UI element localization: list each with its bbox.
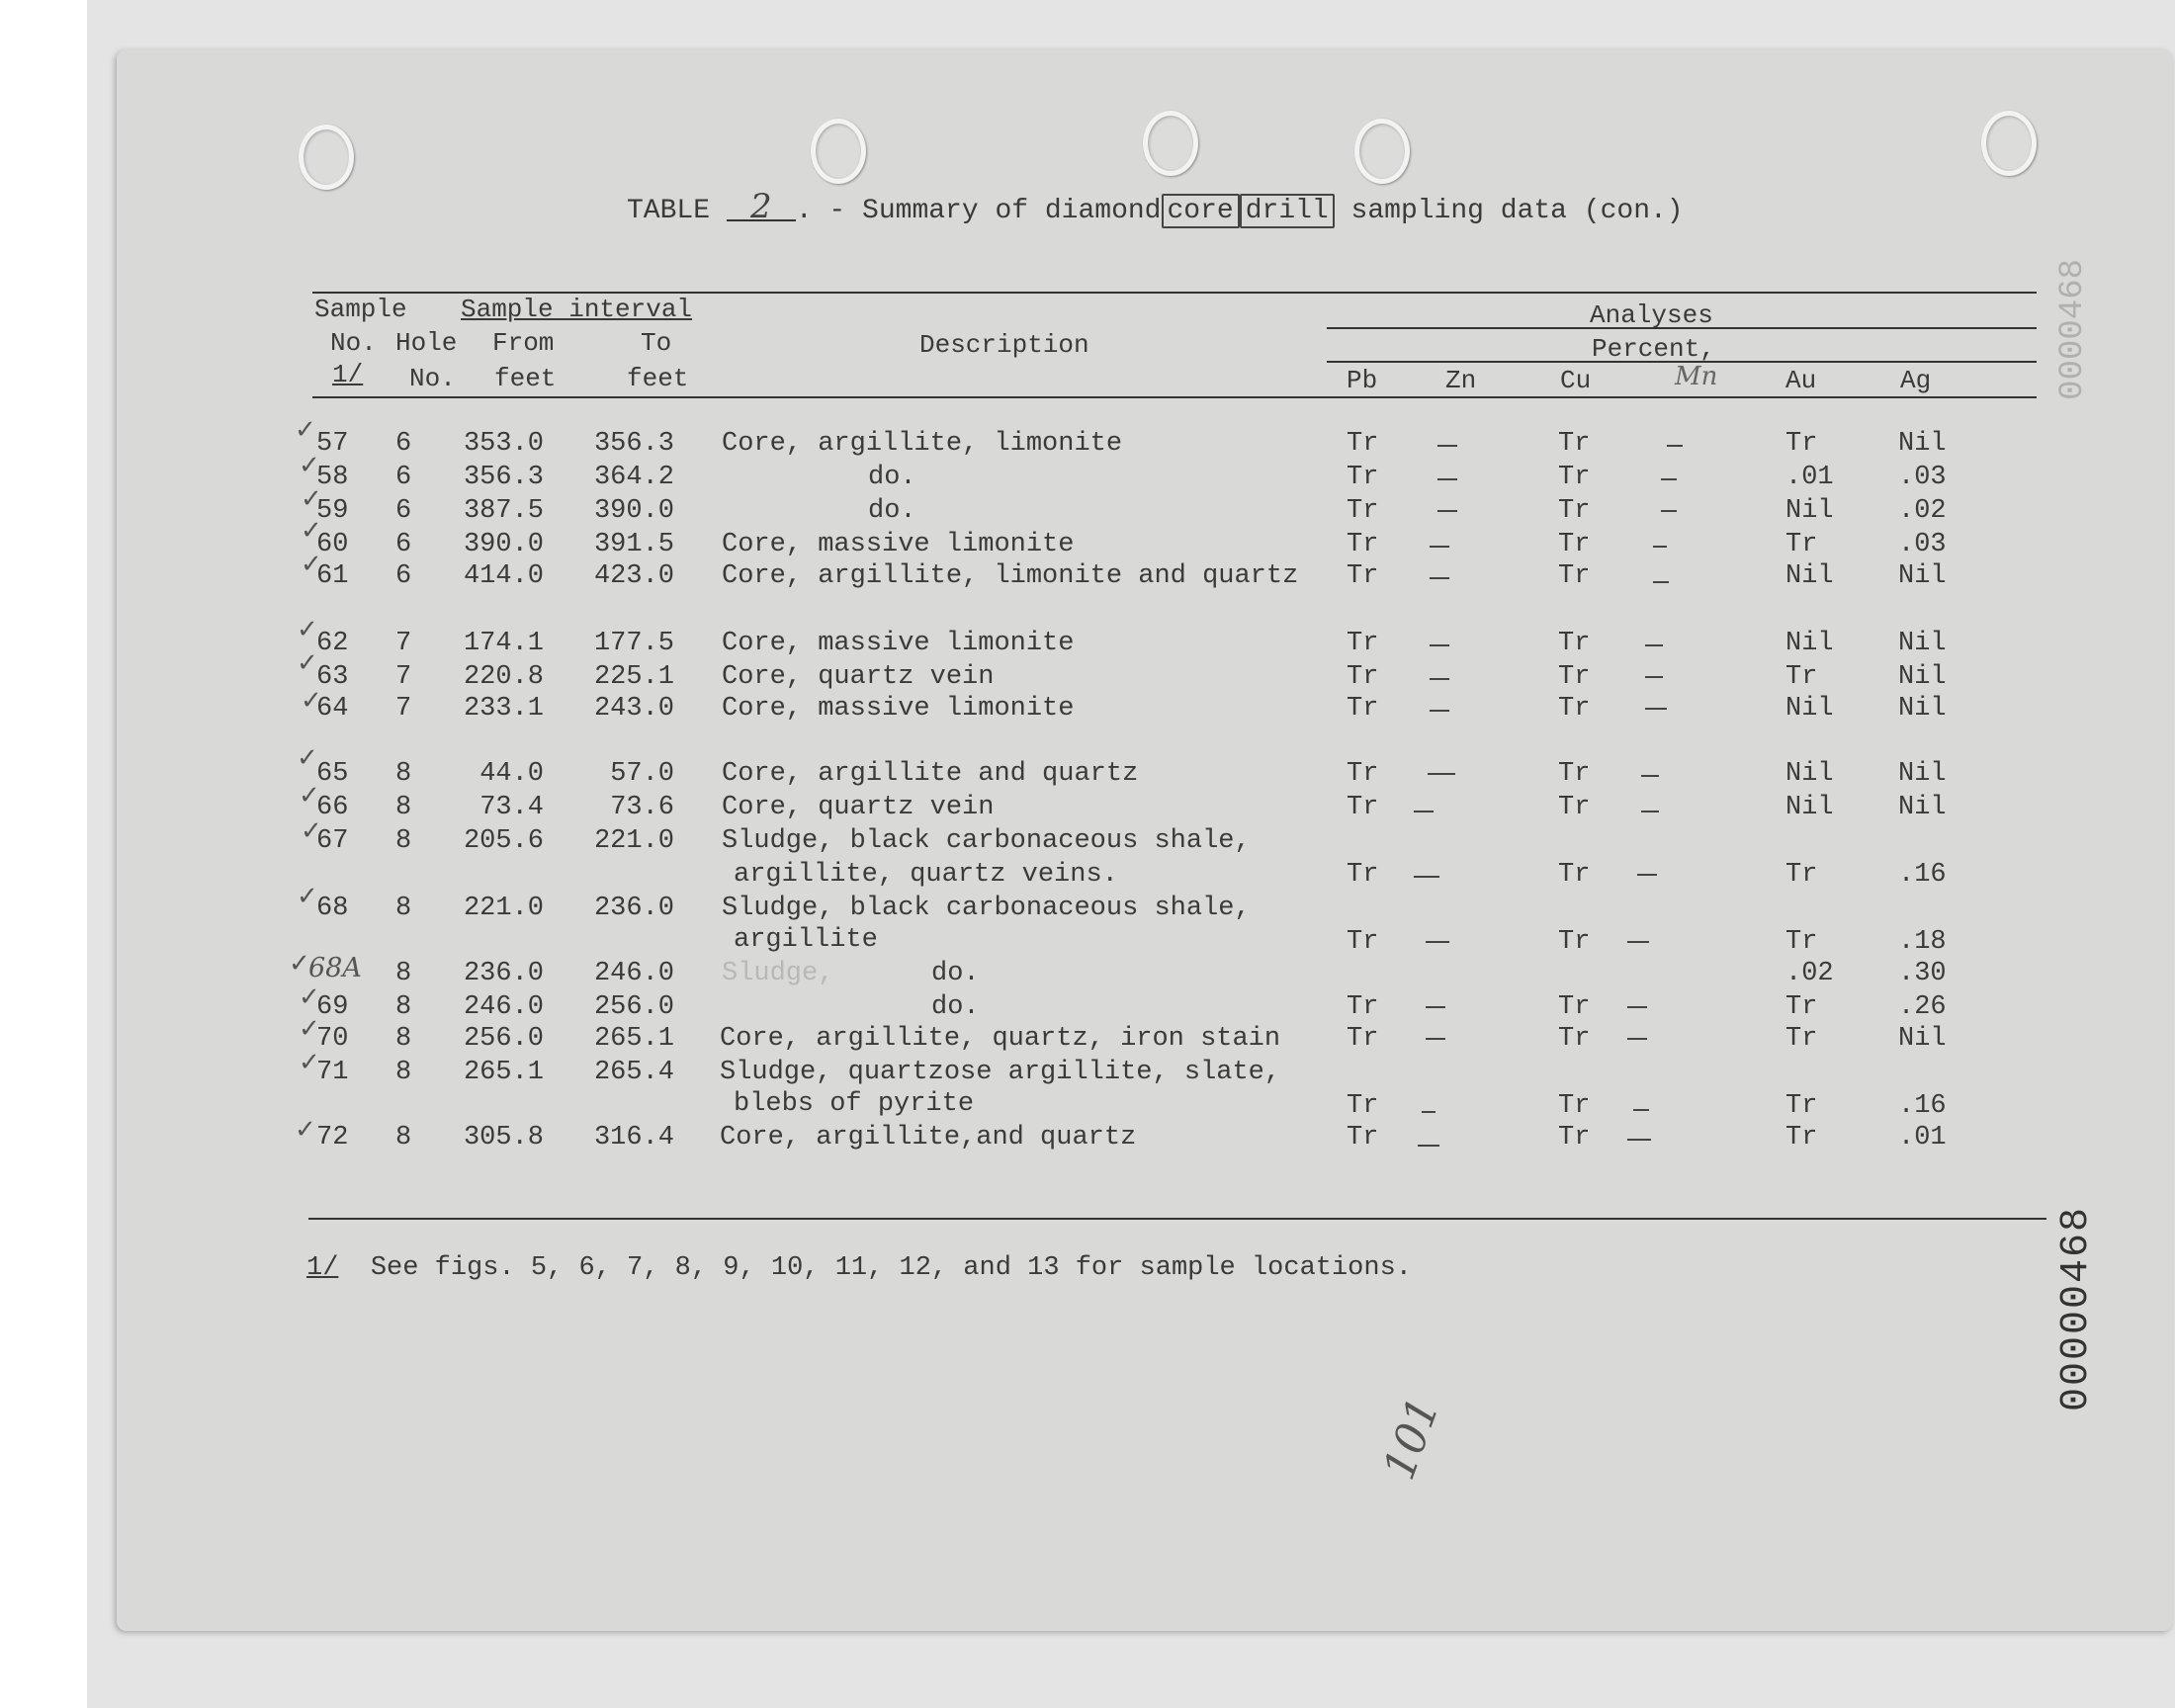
to-feet: 316.4 [593, 1123, 674, 1153]
header-to-unit: feet [627, 364, 689, 393]
sample-no: 61 [316, 561, 349, 591]
mn-dash [1641, 775, 1659, 777]
zn-dash [1430, 546, 1449, 548]
au-value: Nil [1785, 694, 1834, 724]
pb-value: Tr [1347, 429, 1379, 459]
archive-number: 00000468 [2054, 1206, 2099, 1412]
zn-dash [1430, 644, 1449, 646]
ag-value: Nil [1898, 629, 1947, 658]
hole-no: 8 [395, 959, 412, 988]
check-mark: ✓ [301, 550, 322, 579]
from-feet: 256.0 [463, 1024, 544, 1054]
ag-value: Nil [1898, 662, 1947, 692]
cu-value: Tr [1558, 1123, 1591, 1153]
from-feet: 265.1 [463, 1058, 544, 1087]
ag-value: .18 [1898, 927, 1947, 957]
scanner-background [0, 0, 87, 1708]
zn-dash [1437, 510, 1457, 512]
to-feet: 225.1 [593, 662, 674, 692]
hole-no: 8 [395, 826, 412, 856]
mn-dash [1627, 1038, 1647, 1040]
cu-value: Tr [1558, 429, 1591, 459]
check-mark: ✓ [301, 516, 322, 546]
to-feet: 246.0 [593, 959, 674, 988]
hole-no: 8 [395, 894, 412, 923]
mn-dash [1653, 581, 1669, 583]
header-description: Description [919, 330, 1089, 360]
zn-dash [1437, 478, 1457, 480]
mn-dash [1627, 1006, 1647, 1008]
zn-dash [1426, 1006, 1445, 1008]
sample-no: 64 [316, 694, 349, 724]
header-to: To [641, 328, 672, 358]
hole-no: 7 [395, 694, 412, 724]
boxed-word-drill: drill [1240, 194, 1335, 228]
to-feet: 221.0 [593, 826, 674, 856]
hole-no: 8 [395, 759, 412, 789]
check-mark: ✓ [295, 1115, 316, 1145]
footnote-reference: 1/ [332, 360, 364, 389]
to-feet: 243.0 [593, 694, 674, 724]
sample-no: 70 [316, 1024, 349, 1054]
sample-no: 69 [316, 992, 349, 1022]
check-mark: ✓ [297, 743, 318, 773]
from-feet: 233.1 [463, 694, 544, 724]
hole-no: 8 [395, 793, 412, 822]
zn-dash [1414, 876, 1439, 878]
description: Sludge, black carbonaceous shale, [722, 894, 1251, 923]
pb-value: Tr [1347, 1091, 1379, 1121]
ag-value: .30 [1898, 959, 1947, 988]
description-continued: argillite, quartz veins. [734, 860, 1118, 890]
footnote-text: See figs. 5, 6, 7, 8, 9, 10, 11, 12, and 13 for sample locations. [370, 1253, 1412, 1283]
header-cu: Cu [1560, 366, 1592, 395]
sample-no: 71 [316, 1058, 349, 1087]
ag-value: .16 [1898, 1091, 1947, 1121]
sample-no: 65 [316, 759, 349, 789]
ag-value: .01 [1898, 1123, 1947, 1153]
check-mark: ✓ [299, 982, 320, 1012]
footnote-marker: 1/ [306, 1253, 339, 1283]
header-sample: Sample [314, 295, 407, 324]
zn-dash [1426, 941, 1449, 943]
to-feet: 57.0 [610, 759, 674, 789]
description: do. [931, 992, 980, 1022]
description: Sludge, [722, 959, 834, 988]
cu-value: Tr [1558, 1024, 1591, 1054]
description: Core, massive limonite [722, 629, 1075, 658]
header-sample-no: No. [330, 328, 377, 358]
punch-hole [811, 119, 866, 184]
sample-no: 72 [316, 1123, 349, 1153]
sample-no: 57 [316, 429, 349, 459]
to-feet: 423.0 [593, 561, 674, 591]
description: Core, argillite, limonite and quartz [722, 561, 1299, 591]
sample-no: 59 [316, 496, 349, 526]
mn-dash [1645, 676, 1663, 678]
from-feet: 174.1 [463, 629, 544, 658]
cu-value: Tr [1558, 694, 1591, 724]
header-from-unit: feet [494, 364, 557, 393]
zn-dash [1437, 445, 1457, 447]
cu-value: Tr [1558, 927, 1591, 957]
mn-dash [1667, 445, 1683, 447]
ag-value: Nil [1898, 1024, 1947, 1054]
mn-dash [1637, 874, 1657, 876]
mn-dash [1645, 644, 1663, 646]
au-value: Nil [1785, 496, 1834, 526]
au-value: Tr [1785, 1024, 1818, 1054]
zn-dash [1430, 678, 1449, 680]
description: Sludge, quartzose argillite, slate, [720, 1058, 1281, 1087]
from-feet: 220.8 [463, 662, 544, 692]
footnote [306, 1253, 1412, 1283]
mn-dash [1661, 510, 1677, 512]
pb-value: Tr [1347, 860, 1379, 890]
ag-value: Nil [1898, 694, 1947, 724]
cu-value: Tr [1558, 561, 1591, 591]
ag-value: Nil [1898, 561, 1947, 591]
check-mark: ✓ [299, 781, 320, 811]
cu-value: Tr [1558, 530, 1591, 559]
punch-hole [1143, 111, 1198, 176]
to-feet: 364.2 [593, 463, 674, 492]
from-feet: 246.0 [463, 992, 544, 1022]
pb-value: Tr [1347, 992, 1379, 1022]
from-feet: 353.0 [463, 429, 544, 459]
zn-dash [1418, 1145, 1439, 1147]
au-value: Tr [1785, 927, 1818, 957]
sample-no: 67 [316, 826, 349, 856]
sample-no: 68 [316, 894, 349, 923]
description: Core, quartz vein [722, 662, 995, 692]
zn-dash [1428, 773, 1455, 775]
au-value: .02 [1785, 959, 1834, 988]
sample-no: 60 [316, 530, 349, 559]
hole-no: 8 [395, 992, 412, 1022]
header-zn: Zn [1445, 366, 1477, 395]
cu-value: Tr [1558, 1091, 1591, 1121]
punch-hole [1981, 111, 2037, 176]
ag-value: Nil [1898, 759, 1947, 789]
au-value: Tr [1785, 662, 1818, 692]
au-value: Tr [1785, 530, 1818, 559]
au-value: Tr [1785, 992, 1818, 1022]
ag-value: Nil [1898, 429, 1947, 459]
description-continued: blebs of pyrite [734, 1089, 975, 1119]
check-mark: ✓ [301, 686, 322, 716]
check-mark: ✓ [299, 1048, 320, 1077]
archive-number-bleed: 0000468 [2054, 259, 2092, 400]
check-mark: ✓ [299, 1014, 320, 1044]
check-mark: ✓ [295, 415, 316, 445]
hole-no: 7 [395, 662, 412, 692]
from-feet: 305.8 [463, 1123, 544, 1153]
cu-value: Tr [1558, 463, 1591, 492]
table-title: TABLE 2 . - Summary of diamond core drill sampling data (con.) [627, 187, 1684, 226]
to-feet: 73.6 [610, 793, 674, 822]
au-value: Nil [1785, 561, 1834, 591]
au-value: Tr [1785, 860, 1818, 890]
hole-no: 6 [395, 429, 412, 459]
description: Core, massive limonite [722, 530, 1075, 559]
description: Core, argillite, limonite [722, 429, 1123, 459]
pb-value: Tr [1347, 1123, 1379, 1153]
description: Core, argillite, quartz, iron stain [720, 1024, 1281, 1054]
pb-value: Tr [1347, 927, 1379, 957]
header-bottom-rule [312, 396, 2037, 398]
pb-value: Tr [1347, 793, 1379, 822]
description: Core, argillite and quartz [722, 759, 1139, 789]
header-ag: Ag [1900, 366, 1932, 395]
from-feet: 44.0 [479, 759, 544, 789]
from-feet: 387.5 [463, 496, 544, 526]
cu-value: Tr [1558, 629, 1591, 658]
check-mark: ✓ [297, 615, 318, 644]
to-feet: 265.4 [593, 1058, 674, 1087]
sample-no: 63 [316, 662, 349, 692]
header-sample-interval: Sample interval [461, 295, 693, 324]
handwritten-page-mark: 101 [1373, 1391, 1450, 1487]
to-feet: 391.5 [593, 530, 674, 559]
to-feet: 390.0 [593, 496, 674, 526]
from-feet: 390.0 [463, 530, 544, 559]
hole-no: 7 [395, 629, 412, 658]
pb-value: Tr [1347, 530, 1379, 559]
header-pb: Pb [1347, 366, 1378, 395]
header-hole: Hole [395, 328, 458, 358]
au-value: .01 [1785, 463, 1834, 492]
zn-dash [1414, 811, 1434, 812]
hole-no: 6 [395, 530, 412, 559]
au-value: Tr [1785, 429, 1818, 459]
sample-no: 58 [316, 463, 349, 492]
description: Core, massive limonite [722, 694, 1075, 724]
pb-value: Tr [1347, 759, 1379, 789]
sample-no: 68A [308, 953, 362, 983]
au-value: Nil [1785, 759, 1834, 789]
zn-dash [1426, 1038, 1445, 1040]
au-value: Nil [1785, 793, 1834, 822]
pb-value: Tr [1347, 629, 1379, 658]
description: do. [868, 463, 916, 492]
mn-dash [1627, 1139, 1651, 1141]
hole-no: 6 [395, 561, 412, 591]
description: Core, quartz vein [722, 793, 995, 822]
header-au: Au [1785, 366, 1817, 395]
punch-hole [1354, 119, 1410, 184]
header-analyses: Analyses [1590, 300, 1713, 330]
pb-value: Tr [1347, 561, 1379, 591]
ag-value: .16 [1898, 860, 1947, 890]
mn-dash [1633, 1109, 1649, 1111]
hole-no: 8 [395, 1058, 412, 1087]
au-value: Nil [1785, 629, 1834, 658]
table-number: 2 [727, 194, 796, 221]
description: Core, argillite,and quartz [720, 1123, 1137, 1153]
ag-value: .03 [1898, 463, 1947, 492]
from-feet: 356.3 [463, 463, 544, 492]
from-feet: 73.4 [479, 793, 544, 822]
mn-dash [1641, 811, 1659, 812]
mn-dash [1661, 478, 1677, 480]
table-bottom-rule [308, 1218, 2046, 1220]
check-mark: ✓ [297, 882, 318, 911]
from-feet: 205.6 [463, 826, 544, 856]
to-feet: 265.1 [593, 1024, 674, 1054]
hole-no: 6 [395, 496, 412, 526]
punch-hole [299, 125, 354, 190]
pb-value: Tr [1347, 496, 1379, 526]
sample-no: 66 [316, 793, 349, 822]
header-mn: Mn [1675, 362, 1718, 391]
header-top-rule [312, 292, 2037, 294]
zn-dash [1430, 710, 1449, 712]
check-mark: ✓ [289, 949, 310, 979]
hole-no: 8 [395, 1123, 412, 1153]
ag-value: .02 [1898, 496, 1947, 526]
mn-dash [1645, 708, 1667, 710]
header-hole-no: No. [409, 364, 456, 393]
check-mark: ✓ [301, 484, 322, 514]
check-mark: ✓ [301, 816, 322, 846]
cu-value: Tr [1558, 992, 1591, 1022]
cu-value: Tr [1558, 759, 1591, 789]
description-continued: do. [931, 959, 980, 988]
description: Sludge, black carbonaceous shale, [722, 826, 1251, 856]
cu-value: Tr [1558, 662, 1591, 692]
description: do. [868, 496, 916, 526]
zn-dash [1430, 577, 1449, 579]
to-feet: 177.5 [593, 629, 674, 658]
header-from: From [492, 328, 555, 358]
to-feet: 256.0 [593, 992, 674, 1022]
check-mark: ✓ [299, 451, 320, 480]
to-feet: 236.0 [593, 894, 674, 923]
header-percent: Percent, [1592, 334, 1715, 364]
mn-dash [1627, 941, 1649, 943]
cu-value: Tr [1558, 860, 1591, 890]
check-mark: ✓ [297, 648, 318, 678]
from-feet: 221.0 [463, 894, 544, 923]
ag-value: .03 [1898, 530, 1947, 559]
pb-value: Tr [1347, 1024, 1379, 1054]
boxed-word-core: core [1162, 194, 1240, 228]
ag-value: Nil [1898, 793, 1947, 822]
hole-no: 6 [395, 463, 412, 492]
pb-value: Tr [1347, 463, 1379, 492]
pb-value: Tr [1347, 662, 1379, 692]
au-value: Tr [1785, 1091, 1818, 1121]
mn-dash [1653, 546, 1667, 548]
description-continued: argillite [734, 925, 878, 955]
zn-dash [1422, 1111, 1436, 1113]
sample-no: 62 [316, 629, 349, 658]
hole-no: 8 [395, 1024, 412, 1054]
to-feet: 356.3 [593, 429, 674, 459]
ag-value: .26 [1898, 992, 1947, 1022]
pb-value: Tr [1347, 694, 1379, 724]
cu-value: Tr [1558, 496, 1591, 526]
cu-value: Tr [1558, 793, 1591, 822]
from-feet: 236.0 [463, 959, 544, 988]
au-value: Tr [1785, 1123, 1818, 1153]
from-feet: 414.0 [463, 561, 544, 591]
